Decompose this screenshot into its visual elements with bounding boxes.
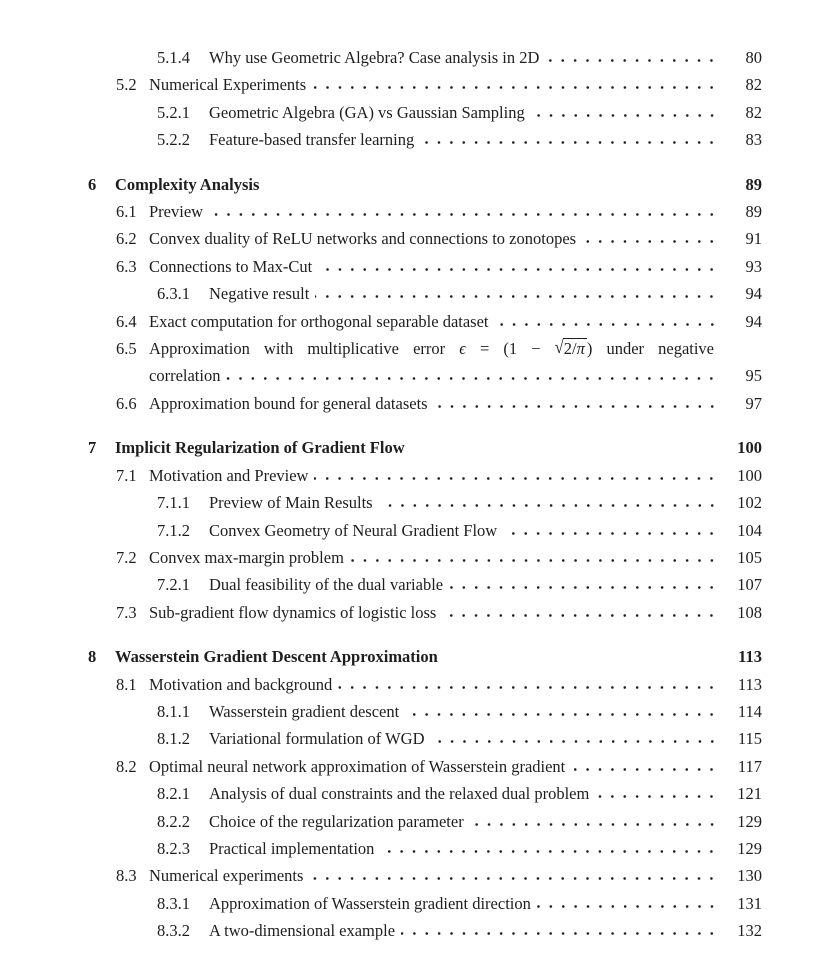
entry-title: Convex max-margin problem — [149, 547, 344, 567]
dot-leader — [545, 58, 718, 63]
toc-entry-6.3.1[interactable] — [88, 280, 762, 307]
math-pi-symbol: π — [576, 339, 585, 359]
entry-title: Choice of the regularization parameter — [209, 811, 464, 831]
entry-number: 5.1.4 — [157, 48, 190, 67]
toc-entry-8.1[interactable] — [88, 671, 762, 698]
entry-page-number: 132 — [737, 921, 762, 941]
dot-leader — [209, 212, 718, 217]
entry-page-number: 130 — [737, 866, 762, 886]
entry-title: Feature-based transfer learning — [209, 130, 415, 150]
entry-number: 8.2 — [116, 756, 137, 776]
entry-page-number: 108 — [737, 602, 762, 622]
toc-entry-5.2.2[interactable] — [88, 126, 762, 153]
entry-page-number: 93 — [745, 256, 762, 276]
entry-number: 7.2.1 — [157, 575, 190, 595]
toc-entry-8[interactable] — [88, 643, 762, 670]
entry-number: 7 — [88, 438, 97, 458]
toc-entry-7.2[interactable] — [88, 544, 762, 571]
entry-number: 6.3.1 — [157, 284, 190, 304]
math-epsilon-symbol: ϵ — [459, 339, 466, 359]
entry-page-number: 83 — [745, 130, 762, 150]
entry-number: 6.4 — [116, 311, 137, 331]
toc-entry-7.1.1[interactable] — [88, 489, 762, 516]
entry-number: 5.2 — [116, 75, 137, 95]
entry-title: Sub-gradient flow dynamics of logistic loss — [149, 602, 437, 622]
entry-title: Numerical experiments — [149, 866, 304, 886]
dot-leader — [380, 849, 718, 854]
entry-page-number: 115 — [737, 729, 762, 749]
entry-number: 6.2 — [116, 229, 137, 249]
entry-number: 8.3 — [116, 866, 137, 886]
entry-page-number: 107 — [737, 575, 762, 595]
square-root-expression — [554, 336, 587, 359]
entry-page-number: 82 — [745, 102, 762, 122]
dot-leader — [318, 267, 718, 272]
dot-leader — [405, 712, 718, 717]
entry-title: Dual feasibility of the dual variable — [209, 575, 444, 595]
radicand-numeric: 2/ — [563, 339, 577, 359]
dot-leader — [420, 140, 718, 145]
toc-entry-8.3[interactable] — [88, 862, 762, 889]
dot-leader — [314, 476, 718, 481]
entry-title: Convex Geometry of Neural Gradient Flow — [209, 520, 498, 540]
dot-leader — [338, 685, 718, 690]
entry-title: Approximation bound for general datasets — [149, 393, 428, 413]
entry-page-number: 131 — [737, 893, 762, 913]
entry-number: 6 — [88, 174, 97, 194]
entry-number: 7.1.2 — [157, 520, 190, 540]
entry-page-number: 113 — [737, 674, 762, 694]
entry-title: Preview — [149, 202, 204, 222]
entry-number: 8.1 — [116, 674, 137, 694]
toc-entry-6.5[interactable] — [88, 335, 762, 362]
entry-page-number: 105 — [737, 547, 762, 567]
entry-title: Motivation and Preview — [149, 465, 309, 485]
entry-number: 6.3 — [116, 256, 137, 276]
entry-page-number: 129 — [737, 838, 762, 858]
dot-leader — [434, 404, 718, 409]
toc-entry-8.2.3[interactable] — [88, 835, 762, 862]
dot-leader — [312, 85, 718, 90]
radicand — [563, 338, 587, 358]
toc-entry-8.3.1[interactable] — [88, 890, 762, 917]
dot-leader — [431, 739, 718, 744]
entry-number: 5.2.2 — [157, 130, 190, 150]
toc-entry-6.5-continuation[interactable] — [88, 362, 762, 389]
spacer — [265, 185, 718, 190]
toc-entry-6.1[interactable] — [88, 198, 762, 225]
entry-number: 8.1.1 — [157, 701, 190, 721]
entry-page-number: 94 — [745, 284, 762, 304]
entry-title: Convex duality of ReLU networks and connections to zonotopes — [149, 229, 577, 249]
entry-number: 8.2.3 — [157, 838, 190, 858]
entry-title: Optimal neural network approximation of Wasserstein gradient — [149, 756, 566, 776]
dot-leader — [537, 904, 718, 909]
entry-title: Geometric Algebra (GA) vs Gaussian Sampling — [209, 102, 525, 122]
entry-number: 7.2 — [116, 547, 137, 567]
entry-title: Variational formulation of WGD — [209, 729, 425, 749]
dot-leader — [531, 113, 718, 118]
dot-leader — [571, 767, 718, 772]
dot-leader — [503, 531, 718, 536]
toc-entry-7.1[interactable] — [88, 462, 762, 489]
entry-number: 6.5 — [116, 339, 137, 359]
entry-page-number: 113 — [738, 647, 762, 667]
entry-page-number: 114 — [737, 701, 762, 721]
entry-number: 6.1 — [116, 202, 137, 222]
toc-entry-6.2[interactable] — [88, 225, 762, 252]
entry-title-continued: correlation — [149, 366, 221, 386]
toc-entry-5.2[interactable] — [88, 71, 762, 98]
entry-title: Implicit Regularization of Gradient Flow — [115, 438, 405, 458]
toc-entry-8.2.1[interactable] — [88, 780, 762, 807]
toc-entry-5.1.4[interactable] — [88, 44, 762, 71]
entry-number: 8.2.2 — [157, 811, 190, 831]
entry-number: 8.2.1 — [157, 784, 190, 804]
dot-leader — [595, 794, 718, 799]
entry-number: 7.1.1 — [157, 493, 190, 513]
table-of-contents — [88, 44, 762, 945]
entry-number: 7.3 — [116, 602, 137, 622]
spacer — [444, 657, 718, 662]
toc-entry-7.2.1[interactable] — [88, 571, 762, 598]
toc-entry-6[interactable] — [88, 171, 762, 198]
entry-page-number: 121 — [737, 784, 762, 804]
entry-title: Wasserstein Gradient Descent Approximation — [115, 647, 438, 667]
entry-title: Motivation and background — [149, 674, 333, 694]
toc-entry-6.6[interactable] — [88, 390, 762, 417]
dot-leader — [379, 503, 718, 508]
entry-page-number: 97 — [745, 393, 762, 413]
entry-title: Negative result — [209, 284, 310, 304]
entry-title: Preview of Main Results — [209, 493, 373, 513]
entry-title: Complexity Analysis — [115, 174, 260, 194]
entry-number: 8.3.1 — [157, 893, 190, 913]
dot-leader — [350, 558, 718, 563]
toc-entry-7.3[interactable] — [88, 599, 762, 626]
entry-number: 5.2.1 — [157, 102, 190, 122]
entry-number: 7.1 — [116, 465, 137, 485]
entry-title: Practical implementation — [209, 838, 375, 858]
entry-page-number: 89 — [745, 202, 762, 222]
dot-leader — [226, 376, 718, 381]
toc-entry-8.3.2[interactable] — [88, 917, 762, 944]
dot-leader — [442, 613, 718, 618]
spacer — [411, 448, 718, 453]
radical-sign-icon: √ — [554, 336, 564, 358]
entry-page-number: 129 — [737, 811, 762, 831]
entry-title: Numerical Experiments — [149, 75, 307, 95]
entry-number: 6.6 — [116, 393, 137, 413]
toc-entry-5.2.1[interactable] — [88, 99, 762, 126]
entry-page-number: 100 — [737, 438, 762, 458]
entry-title — [149, 335, 762, 362]
entry-page-number: 102 — [737, 493, 762, 513]
entry-page-number: 117 — [737, 756, 762, 776]
entry-page-number: 82 — [745, 75, 762, 95]
toc-entry-8.2.2[interactable] — [88, 808, 762, 835]
toc-entry-6.4[interactable] — [88, 308, 762, 335]
entry-page-number: 95 — [745, 366, 762, 386]
entry-page-number: 104 — [737, 520, 762, 540]
entry-number: 8 — [88, 647, 97, 667]
entry-title: Analysis of dual constraints and the relaxed dual problem — [209, 784, 590, 804]
entry-title: Wasserstein gradient descent — [209, 701, 400, 721]
entry-title: Approximation of Wasserstein gradient direction — [209, 893, 531, 913]
dot-leader — [401, 931, 718, 936]
dot-leader — [495, 322, 719, 327]
entry-page-number: 89 — [745, 174, 762, 194]
entry-page-number: 94 — [745, 311, 762, 331]
toc-entry-8.1.2[interactable] — [88, 725, 762, 752]
math-text-mid: = (1 − — [465, 339, 555, 359]
entry-page-number: 100 — [737, 465, 762, 485]
toc-entry-7.1.2[interactable] — [88, 517, 762, 544]
entry-title: Connections to Max-Cut — [149, 256, 313, 276]
math-text-pre: Approximation with multiplicative error — [149, 339, 460, 359]
toc-entry-7[interactable] — [88, 434, 762, 461]
math-text-post: ) under negative — [586, 339, 715, 359]
toc-entry-8.1.1[interactable] — [88, 698, 762, 725]
entry-page-number: 91 — [745, 229, 762, 249]
toc-entry-8.2[interactable] — [88, 753, 762, 780]
entry-title: Why use Geometric Algebra? Case analysis in 2D — [209, 48, 540, 67]
dot-leader — [449, 585, 718, 590]
toc-entry-6.3[interactable] — [88, 253, 762, 280]
entry-page-number: 80 — [745, 48, 762, 67]
entry-number: 8.3.2 — [157, 921, 190, 941]
dot-leader — [470, 822, 718, 827]
entry-title: A two-dimensional example — [209, 921, 396, 941]
dot-leader — [309, 876, 718, 881]
dot-leader — [315, 294, 718, 299]
entry-number: 8.1.2 — [157, 729, 190, 749]
entry-title: Exact computation for orthogonal separable dataset — [149, 311, 489, 331]
dot-leader — [582, 239, 718, 244]
